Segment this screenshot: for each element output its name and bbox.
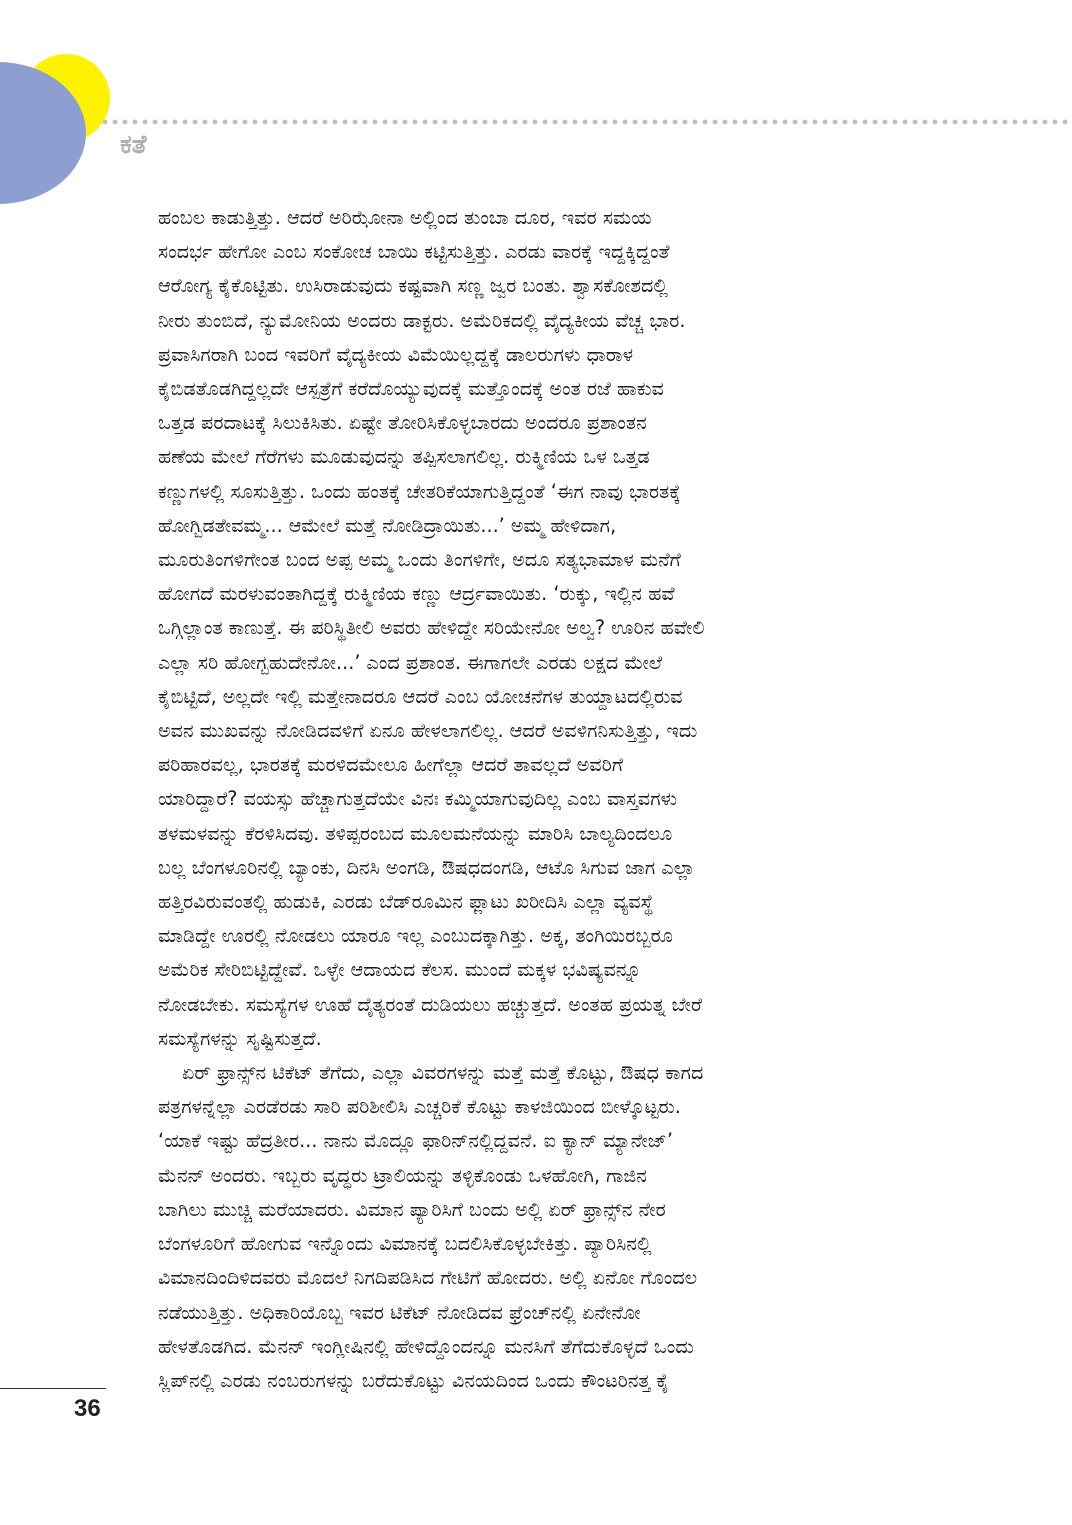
text-line-paragraph-start: ಏರ್ ಫ್ರಾನ್ಸ್‌ನ ಟಿಕೆಟ್ ತೆಗೆದು, ಎಲ್ಲಾ ವಿವರಗಳನ್ನು ಮತ್ತೆ ಮತ್ತೆ ಕೊಟ್ಟು, ಔಷಧ ಕಾಗದ (182, 1061, 704, 1085)
text-line: ನೋಡಬೇಕು. ಸಮಸ್ಯೆಗಳ ಊಹೆ ದೈತ್ಯರಂತೆ ದುಡಿಯಲು ಹಚ್ಚುತ್ತದೆ. ಅಂತಹ ಪ್ರಯತ್ನ ಬೇರೆ (158, 992, 702, 1016)
text-line: ಬಲ್ಲ ಬೆಂಗಳೂರಿನಲ್ಲಿ ಬ್ಯಾಂಕು, ದಿನಸಿ ಅಂಗಡಿ, ಔಷಧದಂಗಡಿ, ಆಟೊ ಸಿಗುವ ಜಾಗ ಎಲ್ಲಾ (158, 855, 696, 879)
text-line: ಅಮೆರಿಕ ಸೇರಿಬಿಟ್ಟಿದ್ದೇವೆ. ಒಳ್ಳೇ ಆದಾಯದ ಕೆಲಸ. ಮುಂದೆ ಮಕ್ಕಳ ಭವಿಷ್ಯವನ್ನೂ (158, 958, 642, 982)
text-line: ನಡೆಯುತ್ತಿತ್ತು. ಅಧಿಕಾರಿಯೊಬ್ಬ ಇವರ ಟಿಕೆಟ್ ನೋಡಿದವ ಫ್ರೆಂಚ್‌ನಲ್ಲಿ ಏನೇನೋ (158, 1300, 641, 1324)
text-line: ವಿಮಾನದಿಂದಿಳಿದವರು ಮೊದಲೆ ನಿಗದಿಪಡಿಸಿದ ಗೇಟಿಗೆ ಹೋದರು. ಅಲ್ಲಿ ಏನೋ ಗೊಂದಲ (158, 1266, 698, 1290)
text-line: ಎಲ್ಲಾ ಸರಿ ಹೋಗ್ಬಹುದೇನೋ...’ ಎಂದ ಪ್ರಶಾಂತ. ಈಗಾಗಲೇ ಎರಡು ಲಕ್ಷದ ಮೇಲೆ (158, 650, 663, 674)
text-line: ಪತ್ರಗಳನ್ನೆಲ್ಲಾ ಎರಡೆರಡು ಸಾರಿ ಪರಿಶೀಲಿಸಿ ಎಚ್ಚರಿಕೆ ಕೊಟ್ಟು ಕಾಳಜಿಯಿಂದ ಬೀಳ್ಕೊಟ್ಟರು. (158, 1095, 681, 1119)
text-line: ಹೋಗದೆ ಮರಳುವಂತಾಗಿದ್ದಕ್ಕೆ ರುಕ್ಮಿಣಿಯ ಕಣ್ಣು ಆರ್ದ್ರವಾಯಿತು. ‘ರುಕ್ಕು, ಇಲ್ಲಿನ ಹವೆ (158, 582, 675, 606)
text-line: ಹಣೆಯ ಮೇಲೆ ಗೆರೆಗಳು ಮೂಡುವುದನ್ನು ತಪ್ಪಿಸಲಾಗಲಿಲ್ಲ. ರುಕ್ಮಿಣಿಯ ಒಳ ಒತ್ತಡ (158, 445, 650, 469)
text-line: ಕೈಬಿಡತೊಡಗಿದ್ದಲ್ಲದೇ ಆಸ್ಪತ್ರೆಗೆ ಕರೆದೊಯ್ಯುವುದಕ್ಕೆ ಮತ್ತೊಂದಕ್ಕೆ ಅಂತ ರಜೆ ಹಾಕುವ (158, 377, 664, 401)
text-line: ಸ್ಲಿಪ್‌ನಲ್ಲಿ ಎರಡು ನಂಬರುಗಳನ್ನು ಬರೆದುಕೊಟ್ಟು ವಿನಯದಿಂದ ಒಂದು ಕೌಂಟರಿನತ್ತ ಕೈ (158, 1368, 670, 1392)
text-line: ಹತ್ತಿರವಿರುವಂತಲ್ಲಿ ಹುಡುಕಿ, ಎರಡು ಬೆಡ್‌ರೂಮಿನ ಫ್ಲಾಟು ಖರೀದಿಸಿ ಎಲ್ಲಾ ವ್ಯವಸ್ಥೆ (158, 890, 654, 914)
text-line: ತಳಮಳವನ್ನು ಕೆರಳಿಸಿದವು. ತಳಿಪ್ಪರಂಬದ ಮೂಲಮನೆಯನ್ನು ಮಾರಿಸಿ ಬಾಲ್ಯದಿಂದಲೂ (158, 821, 673, 845)
section-label: ಕತೆ (120, 130, 147, 160)
text-line: ಬೆಂಗಳೂರಿಗೆ ಹೋಗುವ ಇನ್ನೊಂದು ವಿಮಾನಕ್ಕೆ ಬದಲಿಸಿಕೊಳ್ಳಬೇಕಿತ್ತು. ಪ್ಯಾರಿಸಿನಲ್ಲಿ (158, 1232, 652, 1256)
text-line: ಒಗ್ಗಿಲ್ಲಾಂತ ಕಾಣುತ್ತೆ. ಈ ಪರಿಸ್ಥಿತೀಲಿ ಅವರು ಹೇಳಿದ್ದೇ ಸರಿಯೇನೋ ಅಲ್ವ? ಊರಿನ ಹವೇಲಿ (158, 616, 705, 640)
text-line: ಸಂದರ್ಭ ಹೇಗೋ ಎಂಬ ಸಂಕೋಚ ಬಾಯಿ ಕಟ್ಟಿಸುತ್ತಿತ್ತು. ಎರಡು ವಾರಕ್ಕೆ ಇದ್ದಕ್ಕಿದ್ದಂತೆ (158, 240, 670, 264)
text-line: ಸಮಸ್ಯೆಗಳನ್ನು ಸೃಷ್ಟಿಸುತ್ತದೆ. (158, 1026, 322, 1050)
text-line: ಯಾರಿದ್ದಾರೆ? ವಯಸ್ಸು ಹೆಚ್ಚಾಗುತ್ತದೆಯೇ ವಿನಃ ಕಮ್ಮಿಯಾಗುವುದಿಲ್ಲ ಎಂಬ ವಾಸ್ತವಗಳು (158, 787, 678, 811)
page-number: 36 (74, 1395, 101, 1422)
text-line: ಕಣ್ಣುಗಳಲ್ಲಿ ಸೂಸುತ್ತಿತ್ತು. ಒಂದು ಹಂತಕ್ಕೆ ಚೇತರಿಕೆಯಾಗುತ್ತಿದ್ದಂತೆ ‘ಈಗ ನಾವು ಭಾರತಕ್ಕೆ (158, 479, 681, 503)
dotted-header-rule (100, 118, 1072, 126)
text-line: ಪ್ರವಾಸಿಗರಾಗಿ ಬಂದ ಇವರಿಗೆ ವೈದ್ಯಕೀಯ ವಿಮೆಯಿಲ್ಲದ್ದಕ್ಕೆ ಡಾಲರುಗಳು ಧಾರಾಳ (158, 342, 634, 366)
text-line: ಮೆನನ್ ಅಂದರು. ಇಬ್ಬರು ವೃದ್ಧರು ಟ್ರಾಲಿಯನ್ನು ತಳ್ಳಿಕೊಂಡು ಒಳಹೋಗಿ, ಗಾಜಿನ (158, 1163, 647, 1187)
text-line: ಪರಿಹಾರವಲ್ಲ, ಭಾರತಕ್ಕೆ ಮರಳಿದಮೇಲೂ ಹೀಗೆಲ್ಲಾ ಆದರೆ ತಾವಲ್ಲದೆ ಅವರಿಗೆ (158, 753, 623, 777)
text-line: ಹಂಬಲ ಕಾಡುತ್ತಿತ್ತು. ಆದರೆ ಅರಿಝೋನಾ ಅಲ್ಲಿಂದ ತುಂಬಾ ದೂರ, ಇವರ ಸಮಯ (158, 206, 652, 229)
story-text (158, 201, 910, 1398)
text-line: ಅವನ ಮುಖವನ್ನು ನೋಡಿದವಳಿಗೆ ಏನೂ ಹೇಳಲಾಗಲಿಲ್ಲ. ಆದರೆ ಅವಳಿಗನಿಸುತ್ತಿತ್ತು, ಇದು (158, 719, 698, 743)
text-line: ನೀರು ತುಂಬಿದೆ, ನ್ಯುಮೋನಿಯ ಅಂದರು ಡಾಕ್ಟರು. ಅಮೆರಿಕದಲ್ಲಿ ವೈದ್ಯಕೀಯ ವೆಚ್ಚ ಭಾರ. (158, 308, 686, 332)
text-line: ಹೇಳತೊಡಗಿದ. ಮೆನನ್ ಇಂಗ್ಲೀಷಿನಲ್ಲಿ ಹೇಳಿದ್ದೊಂದನ್ನೂ ಮನಸಿಗೆ ತೆಗೆದುಕೊಳ್ಳದೆ ಒಂದು (158, 1334, 694, 1358)
text-line: ಬಾಗಿಲು ಮುಚ್ಚಿ ಮರೆಯಾದರು. ವಿಮಾನ ಪ್ಯಾರಿಸಿಗೆ ಬಂದು ಅಲ್ಲಿ ಏರ್ ಫ್ರಾನ್ಸ್‌ನ ನೇರ (158, 1197, 666, 1221)
text-line: ‘ಯಾಕೆ ಇಷ್ಟು ಹೆದ್ರತೀರ... ನಾನು ಮೊದ್ಲೂ ಫಾರಿನ್‌ನಲ್ಲಿದ್ದವನೆ. ಐ ಕ್ಯಾನ್ ಮ್ಯಾನೇಜ್’ (158, 1129, 673, 1153)
text-line: ಕೈಬಿಟ್ಟಿದೆ, ಅಲ್ಲದೇ ಇಲ್ಲಿ ಮತ್ತೇನಾದರೂ ಆದರೆ ಎಂಬ ಯೋಚನೆಗಳ ತುಯ್ದಾಟದಲ್ಲಿರುವ (158, 684, 683, 708)
text-line: ಮೂರುತಿಂಗಳಿಗೇಂತ ಬಂದ ಅಪ್ಪ ಅಮ್ಮ ಒಂದು ತಿಂಗಳಿಗೇ, ಅದೂ ಸತ್ಯಭಾಮಾಳ ಮನೆಗೆ (158, 548, 681, 572)
text-line: ಒತ್ತಡ ಪರದಾಟಕ್ಕೆ ಸಿಲುಕಿಸಿತು. ಏಷ್ಟೇ ತೋರಿಸಿಕೊಳ್ಳಬಾರದು ಅಂದರೂ ಪ್ರಶಾಂತನ (158, 411, 647, 435)
text-line: ಹೋಗ್ಬಿಡತೇವಮ್ಮ... ಆಮೇಲೆ ಮತ್ತೆ ನೋಡಿದ್ರಾಯಿತು...’ ಅಮ್ಮ ಹೇಳಿದಾಗ, (158, 513, 617, 537)
text-line: ಆರೋಗ್ಯ ಕೈಕೊಟ್ಟಿತು. ಉಸಿರಾಡುವುದು ಕಷ್ಟವಾಗಿ ಸಣ್ಣ ಜ್ವರ ಬಂತು. ಶ್ವಾಸಕೋಶದಲ್ಲಿ (158, 274, 668, 298)
text-line: ಮಾಡಿದ್ದೇ ಊರಲ್ಲಿ ನೋಡಲು ಯಾರೂ ಇಲ್ಲ ಎಂಬುದಕ್ಕಾಗಿತ್ತು. ಅಕ್ಕ, ತಂಗಿಯಿರಬ್ಬರೂ (158, 924, 674, 948)
footer-rule (0, 1388, 106, 1389)
